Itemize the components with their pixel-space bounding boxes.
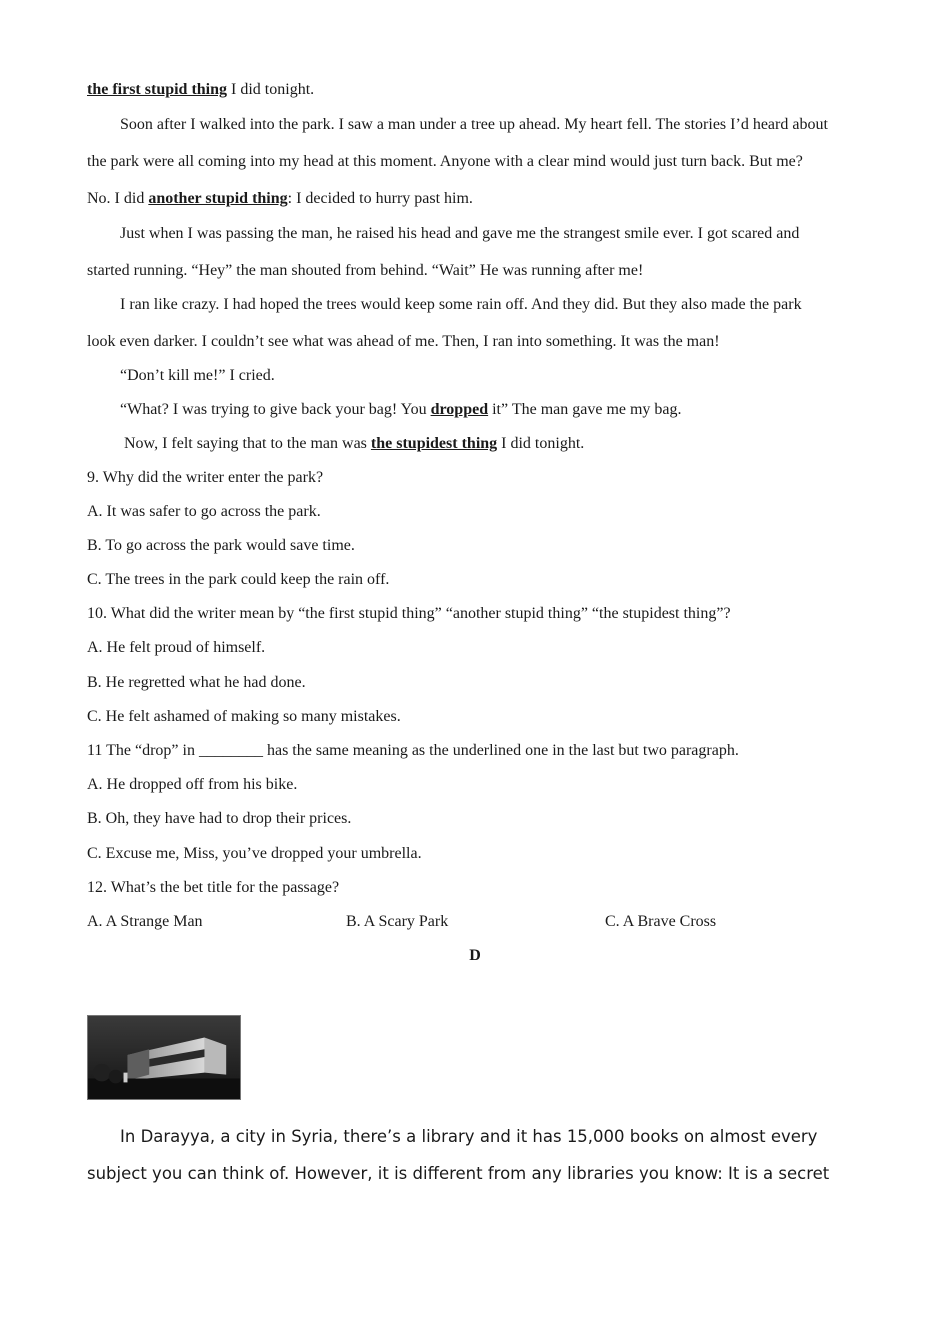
question-9-option-b: B. To go across the park would save time. [87, 537, 355, 554]
first-stupid-thing-phrase: the first stupid thing [87, 81, 228, 98]
story-text: it” The man gave me my bag. [488, 401, 682, 418]
section-d-paragraph-line-2: subject you can think of. However, it is different from any libraries you know: It is a secret [87, 1164, 830, 1183]
question-9: 9. Why did the writer enter the park? [87, 469, 324, 486]
question-12-option-b: B. A Scary Park [346, 913, 449, 930]
story-paragraph-2-line-3 [87, 190, 473, 208]
story-paragraph-3-line-1: Just when I was passing the man, he raised his head and gave me the strangest smile ever. I got scared and [120, 225, 800, 242]
story-text: Now, I felt saying that to the man was [124, 435, 371, 452]
story-paragraph-6 [120, 401, 682, 419]
question-11-option-a: A. He dropped off from his bike. [87, 776, 298, 793]
question-9-option-a: A. It was safer to go across the park. [87, 503, 321, 520]
stupidest-thing-phrase: the stupidest thing [370, 435, 498, 452]
story-paragraph-4-line-1: I ran like crazy. I had hoped the trees would keep some rain off. And they did. But they also made the park [120, 296, 802, 313]
question-11: 11 The “drop” in ________ has the same meaning as the underlined one in the last but two paragraph. [87, 742, 739, 759]
story-text: No. I did [87, 190, 149, 207]
question-12-option-a: A. A Strange Man [87, 913, 203, 930]
story-paragraph-2-line-2: the park were all coming into my head at this moment. Anyone with a clear mind would just turn back. But me? [87, 153, 803, 170]
question-10-option-c: C. He felt ashamed of making so many mistakes. [87, 708, 401, 725]
story-paragraph-4-line-2: look even darker. I couldn’t see what was ahead of me. Then, I ran into something. It was the man! [87, 333, 720, 350]
question-10-option-a: A. He felt proud of himself. [87, 639, 266, 656]
story-text: I did tonight. [497, 435, 585, 452]
question-11-option-b: B. Oh, they have had to drop their prices. [87, 810, 352, 827]
question-10: 10. What did the writer mean by “the first stupid thing” “another stupid thing” “the stupidest thing”? [87, 605, 731, 622]
library-building-photo [87, 1015, 241, 1100]
section-heading-d: D [469, 947, 481, 964]
story-paragraph-3-line-2: started running. “Hey” the man shouted from behind. “Wait” He was running after me! [87, 262, 644, 279]
story-paragraph-5: “Don’t kill me!” I cried. [120, 367, 275, 384]
story-text: I did tonight. [227, 81, 315, 98]
dropped-word: dropped [430, 401, 489, 418]
question-10-option-b: B. He regretted what he had done. [87, 674, 306, 691]
story-paragraph-2-line-1: Soon after I walked into the park. I saw a man under a tree up ahead. My heart fell. The stories I’d heard about [120, 116, 828, 133]
section-d-paragraph-line-1: In Darayya, a city in Syria, there’s a library and it has 15,000 books on almost every [120, 1127, 818, 1146]
story-paragraph-7 [124, 435, 584, 453]
question-12: 12. What’s the bet title for the passage? [87, 879, 340, 896]
story-text: : I decided to hurry past him. [287, 190, 473, 207]
story-text: “What? I was trying to give back your bag! You [120, 401, 431, 418]
story-line-1 [87, 81, 314, 99]
question-11-option-c: C. Excuse me, Miss, you’ve dropped your umbrella. [87, 845, 422, 862]
question-12-option-c: C. A Brave Cross [605, 913, 717, 930]
another-stupid-thing-phrase: another stupid thing [148, 190, 288, 207]
question-9-option-c: C. The trees in the park could keep the rain off. [87, 571, 390, 588]
